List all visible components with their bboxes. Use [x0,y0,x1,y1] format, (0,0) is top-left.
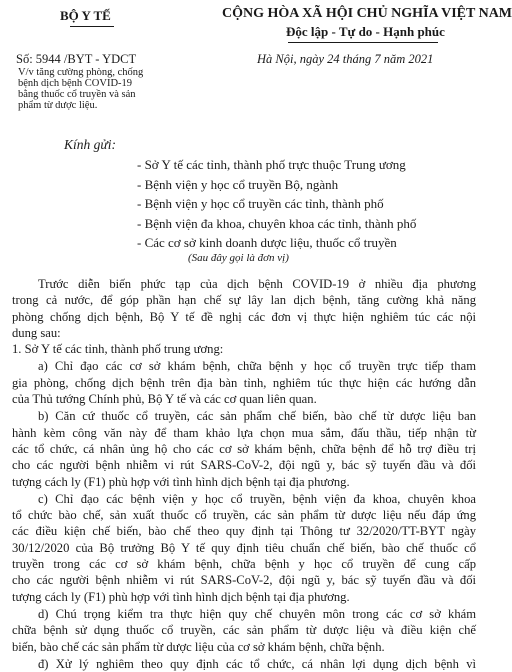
subject-line: V/v tăng cường phòng, chống [18,67,144,78]
subject-line: bệnh dịch bệnh COVID-19 [18,78,133,89]
text-line: 30/12/2020 của Bộ trưởng Bộ Y tế quy định tiêu chuẩn chế biến, bào chế thuốc cổ [12,540,476,555]
text-line: các điều kiện chế biến, bào chế theo quy định tại Thông tư 32/2020/TT-BYT ngày [12,524,476,539]
recipient-item: - Các cơ sở kinh doanh dược liệu, thuốc cổ truyền [137,235,397,250]
text-line: c) Chỉ đạo các bệnh viện y học cổ truyền, bệnh viện đa khoa, chuyên khoa [38,491,476,506]
item-b-paragraph [12,408,476,489]
text-line: cho các người bệnh nhiễm vi rút SARS-CoV-2, đội ngũ y, bác sỹ tuyến đầu và đối [12,573,476,588]
recipient-item: - Bệnh viện y học cổ truyền Bộ, ngành [137,176,339,192]
motto-underline [288,42,438,43]
recipients-note: (Sau đây gọi là đơn vị) [188,252,289,264]
text-line: của Thủ tướng Chính phủ, Bộ Y tế và các cơ quan liên quan. [12,392,317,407]
organization-name: BỘ Y TẾ [60,8,111,23]
subject-line: phẩm từ dược liệu. [18,100,98,111]
text-line: trong cả nước, để góp phần hạn chế sự lây lan dịch bệnh, tăng cường khả năng [12,293,476,308]
document-date: Hà Nội, ngày 24 tháng 7 năm 2021 [257,52,434,66]
text-line: đ) Xử lý nghiêm theo quy định các tổ chức, cá nhân lợi dụng dịch bệnh vì [38,656,476,671]
text-line: 1. Sở Y tế các tỉnh, thành phố trung ương: [12,342,224,357]
item-d-paragraph [12,606,476,655]
text-line: b) Căn cứ thuốc cổ truyền, các sản phẩm chế biến, bào chế từ dược liệu ban [38,409,476,424]
text-line: các tổ chức, cá nhân ủng hộ cho các cơ sở khám bệnh, chữa bệnh để hỗ trợ điều trị [12,441,476,456]
recipient-item: - Bệnh viện đa khoa, chuyên khoa các tỉnh, thành phố [137,215,417,231]
text-line: d) Chú trọng kiểm tra thực hiện quy chế chuyên môn trong các cơ sở khám [38,606,476,621]
text-line: tượng cách ly (F1) phù hợp với tình hình dịch bệnh tại địa phương. [12,589,350,604]
text-line: a) Chỉ đạo các cơ sở khám bệnh, chữa bệnh y học cổ truyền trực tiếp tham [38,359,476,374]
country-name: CỘNG HÒA XÃ HỘI CHỦ NGHĨA VIỆT NAM [222,6,512,21]
text-line: dung sau: [12,325,61,340]
recipient-list [137,155,416,253]
text-line: biến, bào chế các sản phẩm từ dược liệu của cơ sở khám bệnh, chữa bệnh. [12,639,385,654]
text-line: truyền trong các cơ sở khám bệnh, chữa bệnh y học cổ truyền để cung cấp [12,557,476,572]
national-motto: Độc lập - Tự do - Hạnh phúc [286,24,445,39]
item-dd-paragraph [12,656,476,672]
text-line: tượng cách ly (F1) phù hợp với tình hình dịch bệnh tại địa phương. [12,474,350,489]
item-c-paragraph [12,491,476,605]
intro-paragraph [12,276,476,341]
item-a-paragraph [12,358,476,407]
organization-underline [70,26,114,27]
salutation: Kính gửi: [64,137,116,152]
text-line: Trước diễn biến phức tạp của dịch bệnh COVID-19 ở nhiều địa phương [38,277,476,291]
document-body [12,276,476,672]
document-subject [18,67,208,111]
document-number: Số: 5944 /BYT - YDCT [16,52,137,66]
section-heading [12,341,476,357]
text-line: phòng chống dịch bệnh, Bộ Y tế đề nghị các đơn vị thực hiện nghiêm túc các nội [12,309,476,324]
recipient-item: - Bệnh viện y học cổ truyền các tỉnh, thành phố [137,196,384,211]
text-line: gia phòng, chống dịch bệnh trên địa bàn tỉnh, nghiêm túc thực hiện các hướng dẫn [12,375,476,390]
text-line: chữa bệnh sử dụng thuốc cổ truyền, các sản phẩm từ dược liệu và điều kiện chế [12,623,476,638]
text-line: hành kèm công văn này để tham khảo lựa chọn mua sắm, đấu thầu, tiếp nhận từ [12,425,476,440]
text-line: tổ chức bào chế, sản xuất thuốc cổ truyền, các sản phẩm từ dược liệu nếu đáp ứng [12,508,476,523]
subject-line: bằng thuốc cổ truyền và sản [18,89,136,100]
recipient-item: - Sở Y tế các tỉnh, thành phố trực thuộc Trung ương [137,157,406,172]
text-line: cho các người bệnh nhiễm vi rút SARS-CoV-2, đội ngũ y, bác sỹ tuyến đầu và đối [12,458,476,473]
